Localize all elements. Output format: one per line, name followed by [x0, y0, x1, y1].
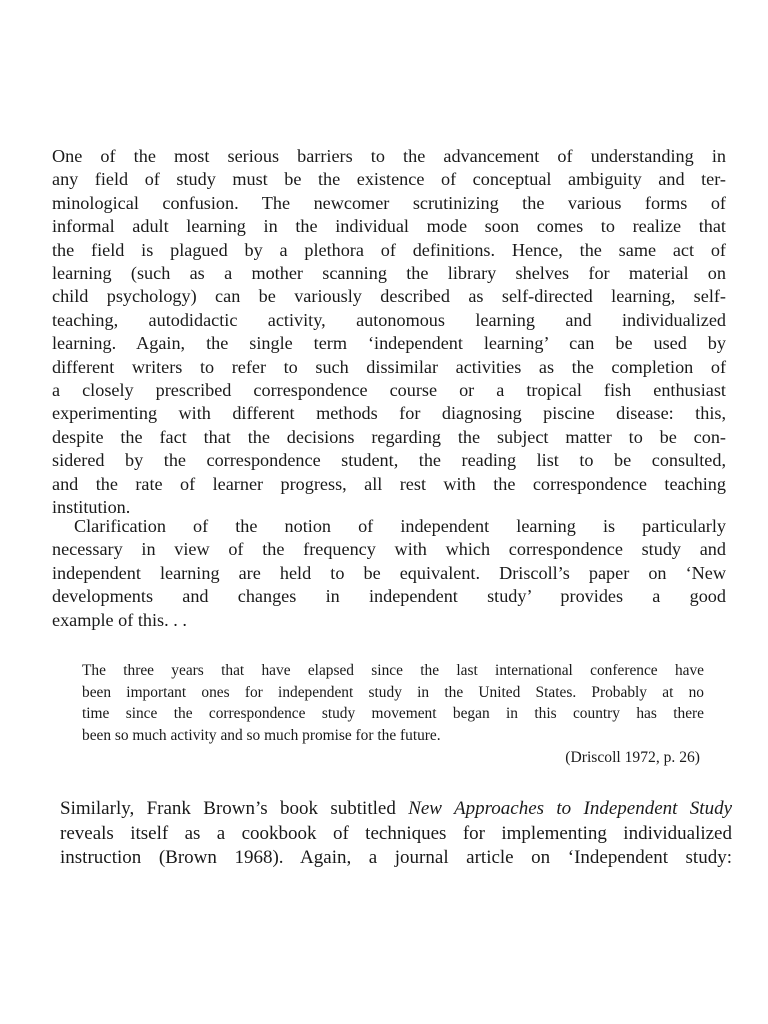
text-line: One of the most serious barriers to the advancement of understanding in [52, 146, 726, 166]
text-line: child psychology) can be variously described as self-directed learning, self- [52, 286, 726, 307]
text-line: the field is plagued by a plethora of definitions. Hence, the same act of [52, 239, 726, 260]
text-line: learning. Again, the single term ‘independent learning’ can be used by [52, 333, 726, 354]
text-line: learning (such as a mother scanning the library shelves for material on [52, 263, 726, 284]
text-line: different writers to refer to such dissimilar activities as the completion of [52, 356, 726, 377]
text-line [60, 797, 732, 822]
text-line: and the rate of learner progress, all rest with the correspondence teaching [52, 473, 726, 494]
text-line: teaching, autodidactic activity, autonomous learning and individualized [52, 309, 726, 330]
quote-line: been important ones for independent study in the United States. Probably at no [82, 683, 704, 701]
text-line: a closely prescribed correspondence course or a tropical fish enthusiast [52, 380, 726, 401]
text-line: Clarification of the notion of independent learning is particularly [74, 516, 726, 536]
paragraph-similarly [60, 797, 732, 871]
text-line: reveals itself as a cookbook of techniques for implementing individualized [60, 822, 732, 844]
quote-line: The three years that have elapsed since the last international conference have [82, 662, 704, 679]
quote-line: time since the correspondence study movement began in this country has there [82, 705, 704, 723]
text-line: informal adult learning in the individual mode soon comes to realize that [52, 216, 726, 237]
quote-citation: (Driscoll 1972, p. 26) [565, 749, 700, 767]
text-line: independent learning are held to be equivalent. Driscoll’s paper on ‘New [52, 562, 726, 583]
text-line: instruction (Brown 1968). Again, a journal article on ‘Independent study: [60, 847, 732, 868]
text-line: necessary in view of the frequency with which correspondence study and [52, 539, 726, 560]
paragraph-clarification [52, 515, 726, 632]
block-quote [82, 660, 704, 769]
text-line: institution. [52, 497, 131, 518]
text-line: minological confusion. The newcomer scrutinizing the various forms of [52, 192, 726, 213]
quote-line: been so much activity and so much promise for the future. [82, 726, 441, 744]
paragraph-conceptual-ambiguity [52, 145, 726, 520]
book-title: New Approaches to Independent Study [408, 798, 732, 819]
text-line: experimenting with different methods for diagnosing piscine disease: this, [52, 403, 726, 424]
text-line: example of this. . . [52, 609, 187, 630]
text-line: sidered by the correspondence student, the reading list to be consulted, [52, 450, 726, 471]
text-line: any field of study must be the existence of conceptual ambiguity and ter- [52, 169, 726, 190]
text-segment: Similarly, Frank Brown’s book subtitled [60, 798, 409, 819]
text-line: developments and changes in independent study’ provides a good [52, 586, 726, 607]
text-line: despite the fact that the decisions regarding the subject matter to be con- [52, 426, 726, 447]
